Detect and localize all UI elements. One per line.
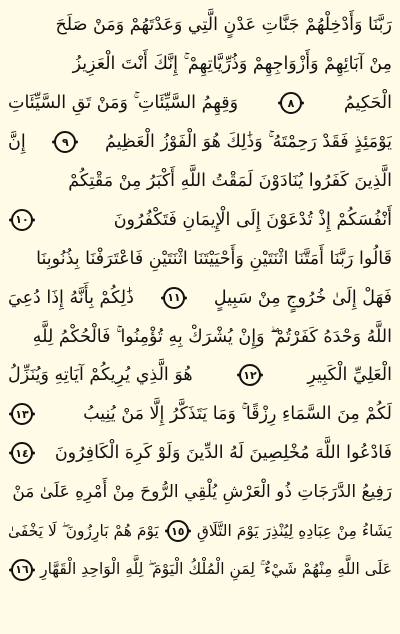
verse-number-marker: ١٣ bbox=[11, 403, 33, 425]
verse-text: أَنْفُسَكُمْ إِذْ تُدْعَوْنَ إِلَى الْإِيمَانِ فَتَكْفُرُونَ bbox=[113, 209, 392, 230]
verse-line bbox=[8, 84, 392, 123]
verse-text: قَالُوا رَبَّنَا أَمَتَّنَا اثْنَتَيْنِ وَأَحْيَيْتَنَا اثْنَتَيْنِ فَاعْتَرَفْنَا بِذُنُوبِنَا bbox=[36, 248, 392, 269]
verse-line bbox=[8, 434, 392, 473]
verse-number-marker: ١٢ bbox=[239, 364, 261, 386]
verse-text: يَشَاءُ مِنْ عِبَادِهِ لِيُنْذِرَ يَوْمَ التَّلَاقِ bbox=[196, 522, 392, 541]
verse-line bbox=[8, 317, 392, 356]
verse-text: إِنَّ bbox=[8, 132, 26, 153]
verse-line bbox=[8, 473, 392, 512]
verse-number-marker: ٩ bbox=[54, 131, 76, 153]
verse-text: الْعَلِيِّ الْكَبِيرِ bbox=[307, 365, 392, 386]
verse-text: يَوْمَئِذٍ فَقَدْ رَحِمْتَهُ ۚ وَذَٰلِكَ هُوَ الْفَوْزُ الْعَظِيمُ bbox=[104, 132, 392, 153]
verse-number-marker: ١٠ bbox=[11, 209, 33, 231]
verse-line bbox=[8, 395, 392, 434]
verse-number-marker: ٨ bbox=[280, 92, 302, 114]
verse-text: يَوْمَ هُمْ بَارِزُونَ ۖ لَا يَخْفَىٰ bbox=[8, 521, 159, 540]
verse-line bbox=[8, 239, 392, 278]
verse-text: عَلَى اللَّهِ مِنْهُمْ شَيْءٌ ۚ لِمَنِ الْمُلْكُ الْيَوْمَ ۖ لِلَّهِ الْوَاحِدِ الْقَهَّارِ bbox=[40, 560, 392, 579]
verse-line bbox=[8, 123, 392, 162]
verse-line bbox=[8, 356, 392, 395]
verse-line bbox=[8, 6, 392, 45]
verse-line bbox=[8, 550, 392, 589]
verse-text: مِنْ آبَائِهِمْ وَأَزْوَاجِهِمْ وَذُرِّيَّاتِهِمْ ۚ إِنَّكَ أَنْتَ الْعَزِيزُ bbox=[72, 54, 392, 75]
verse-text: وَقِهِمُ السَّيِّئَاتِ ۚ وَمَنْ تَقِ السَّيِّئَاتِ bbox=[8, 93, 239, 114]
verse-number-marker: ١١ bbox=[163, 287, 185, 309]
verse-number-marker: ١٤ bbox=[11, 442, 33, 464]
verse-text: رَبَّنَا وَأَدْخِلْهُمْ جَنَّاتِ عَدْنٍ الَّتِي وَعَدْتَهُمْ وَمَنْ صَلَحَ bbox=[55, 15, 392, 36]
verse-text: هُوَ الَّذِي يُرِيكُمْ آيَاتِهِ وَيُنَزِّلُ bbox=[8, 365, 193, 386]
verse-line bbox=[8, 45, 392, 84]
verse-number-marker: ١٥ bbox=[167, 520, 189, 542]
verse-line bbox=[8, 162, 392, 201]
verse-text: لَكُمْ مِنَ السَّمَاءِ رِزْقًا ۚ وَمَا يَتَذَكَّرُ إِلَّا مَنْ يُنِيبُ bbox=[83, 404, 392, 425]
verse-text: فَادْعُوا اللَّهَ مُخْلِصِينَ لَهُ الدِّينَ وَلَوْ كَرِهَ الْكَافِرُونَ bbox=[54, 443, 392, 464]
verse-text: الْحَكِيمُ bbox=[343, 93, 392, 114]
verse-text: ذَٰلِكُمْ بِأَنَّهُ إِذَا دُعِيَ bbox=[8, 287, 134, 308]
verse-number-marker: ١٦ bbox=[11, 559, 33, 581]
verse-text: الَّذِينَ كَفَرُوا يُنَادَوْنَ لَمَقْتُ اللَّهِ أَكْبَرُ مِنْ مَقْتِكُمْ bbox=[68, 171, 392, 191]
verse-line bbox=[8, 200, 392, 239]
verse-line bbox=[8, 512, 392, 551]
verse-text: رَفِيعُ الدَّرَجَاتِ ذُو الْعَرْشِ يُلْقِي الرُّوحَ مِنْ أَمْرِهِ عَلَىٰ مَنْ bbox=[12, 482, 392, 503]
verse-line bbox=[8, 278, 392, 317]
verse-text: اللَّهُ وَحْدَهُ كَفَرْتُمْ ۖ وَإِنْ يُشْرَكْ بِهِ تُؤْمِنُوا ۚ فَالْحُكْمُ لِلَّهِ bbox=[32, 326, 392, 347]
verse-text: فَهَلْ إِلَىٰ خُرُوجٍ مِنْ سَبِيلٍ bbox=[213, 287, 392, 308]
